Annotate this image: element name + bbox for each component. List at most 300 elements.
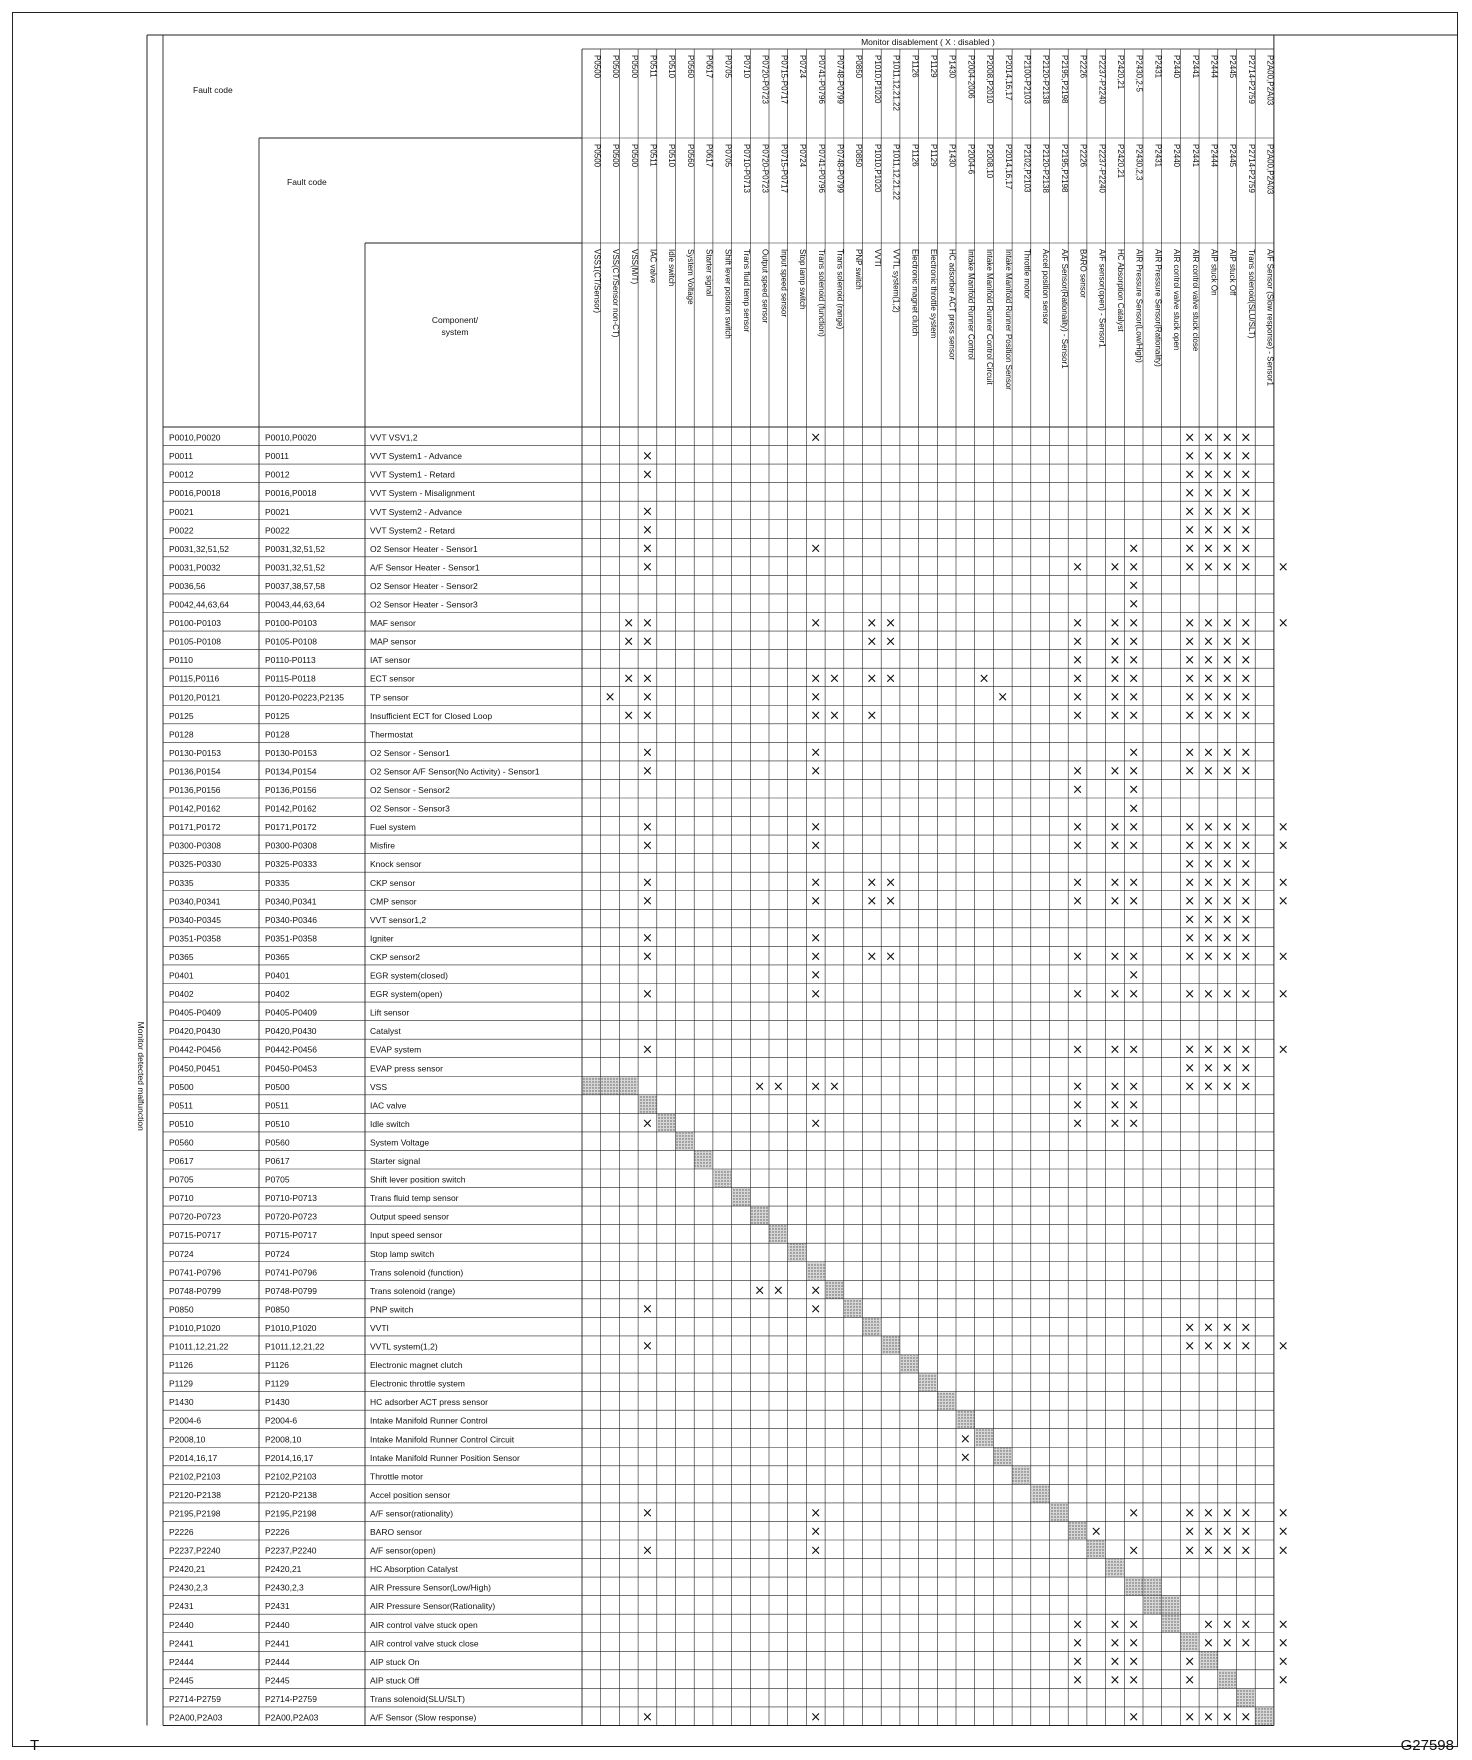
- disabled-mark: ×: [1109, 875, 1121, 891]
- column-component-name: A/F sensor(open) - Sensor1: [1097, 249, 1107, 348]
- disabled-mark: ×: [810, 689, 822, 705]
- disabled-mark: ×: [1184, 838, 1196, 854]
- row-inner-code: P0748-P0799: [265, 1285, 317, 1296]
- row-component-name: System Voltage: [370, 1137, 430, 1148]
- disabled-mark: ×: [866, 671, 878, 687]
- row-outer-code: P2195,P2198: [169, 1508, 221, 1519]
- disabled-mark: ×: [1184, 1042, 1196, 1058]
- disabled-mark: ×: [1277, 1673, 1289, 1689]
- disabled-mark: ×: [1072, 652, 1084, 668]
- row-inner-code: P0037,38,57,58: [265, 580, 326, 591]
- column-component-name: BARO sensor: [1078, 249, 1088, 298]
- disabled-mark: ×: [1109, 1617, 1121, 1633]
- row-outer-code: P2120-P2138: [169, 1489, 221, 1500]
- column-component-name: AIR control valve stuck open: [1172, 249, 1182, 351]
- disabled-mark: ×: [1128, 689, 1140, 705]
- disabled-mark: ×: [1240, 1506, 1252, 1522]
- column-inner-code: P2441: [1190, 144, 1200, 168]
- disabled-mark: ×: [1109, 1654, 1121, 1670]
- disabled-mark: ×: [810, 968, 822, 984]
- shaded-cell: [1200, 1652, 1218, 1670]
- row-component-name: O2 Sensor - Sensor3: [370, 803, 450, 814]
- disabled-mark: ×: [810, 708, 822, 724]
- column-component-name: Starter signal: [704, 249, 714, 297]
- column-outer-code: P1126: [910, 55, 920, 78]
- row-component-name: AIR Pressure Sensor(Rationality): [370, 1601, 496, 1612]
- disabled-mark: ×: [810, 1543, 822, 1559]
- disabled-mark: ×: [1184, 1079, 1196, 1095]
- disabled-mark: ×: [1109, 1079, 1121, 1095]
- shaded-cell: [826, 1281, 844, 1299]
- disabled-mark: ×: [623, 708, 635, 724]
- disabled-mark: ×: [641, 1116, 653, 1132]
- shaded-cell: [1125, 1578, 1143, 1596]
- disabled-mark: ×: [1240, 634, 1252, 650]
- disabled-mark: ×: [810, 671, 822, 687]
- column-inner-code: P2237-P2240: [1097, 144, 1107, 193]
- column-inner-code: P1011,12,21,22: [891, 144, 901, 200]
- row-component-name: VVT System1 - Advance: [370, 451, 462, 462]
- disabled-mark: ×: [866, 615, 878, 631]
- disabled-mark: ×: [1128, 801, 1140, 817]
- row-inner-code: P0016,P0018: [265, 488, 317, 499]
- row-inner-code: P0171,P0172: [265, 822, 317, 833]
- column-inner-code: P2431: [1153, 144, 1163, 168]
- column-component-name: AIP stuck Off: [1228, 249, 1238, 296]
- row-component-name: Intake Manifold Runner Control: [370, 1415, 488, 1426]
- row-outer-code: P0340-P0345: [169, 914, 221, 925]
- shaded-cell: [994, 1448, 1012, 1466]
- row-component-name: VVTL system(1,2): [370, 1341, 438, 1352]
- row-inner-code: P0402: [265, 989, 290, 1000]
- row-component-name: O2 Sensor - Sensor2: [370, 785, 450, 795]
- column-component-name: Idle switch: [667, 249, 677, 287]
- disabled-mark: ×: [1184, 894, 1196, 910]
- disabled-mark: ×: [754, 1079, 766, 1095]
- row-component-name: A/F sensor(rationality): [370, 1508, 454, 1519]
- column-outer-code: P0560: [685, 55, 695, 79]
- row-inner-code: P0142,P0162: [265, 803, 317, 814]
- row-component-name: CKP sensor2: [370, 951, 420, 962]
- disabled-mark: ×: [1128, 541, 1140, 557]
- disabled-mark: ×: [1240, 615, 1252, 631]
- column-inner-code: P0510: [667, 144, 677, 168]
- disabled-mark: ×: [1221, 931, 1233, 947]
- disabled-mark: ×: [1072, 986, 1084, 1002]
- disabled-mark: ×: [1277, 875, 1289, 891]
- row-outer-code: P2014,16,17: [169, 1452, 218, 1463]
- row-inner-code: P0115-P0118: [265, 673, 316, 684]
- shaded-cell: [583, 1077, 601, 1095]
- disabled-mark: ×: [1202, 1320, 1214, 1336]
- disabled-mark: ×: [1072, 782, 1084, 798]
- disabled-mark: ×: [1277, 1543, 1289, 1559]
- disabled-mark: ×: [1202, 819, 1214, 835]
- disabled-mark: ×: [1221, 1506, 1233, 1522]
- disabled-mark: ×: [1202, 931, 1214, 947]
- column-outer-code: P0710: [741, 55, 751, 79]
- row-component-name: AIP stuck Off: [370, 1675, 420, 1686]
- row-outer-code: P0021: [169, 506, 194, 517]
- disabled-mark: ×: [810, 1710, 822, 1726]
- disabled-mark: ×: [1184, 671, 1196, 687]
- disabled-mark: ×: [1072, 894, 1084, 910]
- disabled-mark: ×: [1128, 1636, 1140, 1652]
- row-inner-code: P0560: [265, 1137, 290, 1148]
- shaded-cell: [601, 1077, 619, 1095]
- column-outer-code: P1129: [928, 55, 938, 78]
- shaded-cell: [807, 1262, 825, 1280]
- disabled-mark: ×: [1221, 949, 1233, 965]
- page-frame: [12, 12, 1458, 1747]
- column-inner-code: P2440: [1172, 144, 1182, 168]
- disabled-mark: ×: [641, 931, 653, 947]
- disabled-mark: ×: [1128, 764, 1140, 780]
- shaded-cell: [1031, 1485, 1049, 1503]
- row-outer-code: P0710: [169, 1193, 194, 1204]
- row-outer-code: P2441: [169, 1638, 194, 1649]
- disabled-mark: ×: [1184, 485, 1196, 501]
- disabled-mark: ×: [1184, 652, 1196, 668]
- shaded-cell: [657, 1114, 675, 1132]
- row-component-name: IAC valve: [370, 1100, 407, 1111]
- row-outer-code: P0042,44,63,64: [169, 599, 230, 610]
- row-component-name: Thermostat: [370, 729, 413, 740]
- disabled-mark: ×: [810, 875, 822, 891]
- disabled-mark: ×: [1184, 689, 1196, 705]
- disabled-mark: ×: [810, 1506, 822, 1522]
- row-outer-code: P0335: [169, 877, 194, 888]
- disabled-mark: ×: [1184, 1060, 1196, 1076]
- disabled-mark: ×: [1221, 1079, 1233, 1095]
- disabled-mark: ×: [1221, 541, 1233, 557]
- row-inner-code: P1011,12,21,22: [265, 1341, 325, 1352]
- row-inner-code: P0340,P0341: [265, 896, 317, 907]
- disabled-mark: ×: [1221, 504, 1233, 520]
- disabled-mark: ×: [1221, 745, 1233, 761]
- shaded-cell: [639, 1095, 657, 1113]
- column-inner-code: P0850: [854, 144, 864, 168]
- disabled-mark: ×: [1277, 1042, 1289, 1058]
- row-component-name: VVT System2 - Advance: [370, 506, 462, 517]
- column-component-name: Accel position sensor: [1041, 249, 1051, 325]
- row-inner-code: P0715-P0717: [265, 1230, 317, 1241]
- monitor-disablement-matrix: [13, 13, 1457, 1746]
- disabled-mark: ×: [1202, 856, 1214, 872]
- disabled-mark: ×: [1221, 689, 1233, 705]
- disabled-mark: ×: [641, 949, 653, 965]
- disabled-mark: ×: [810, 838, 822, 854]
- row-outer-code: P0010,P0020: [169, 432, 221, 443]
- row-inner-code: P0125: [265, 710, 290, 721]
- row-outer-code: P0510: [169, 1118, 194, 1129]
- column-component-name: HC adsorber ACT press sensor: [947, 249, 957, 361]
- column-outer-code: P0510: [667, 55, 677, 79]
- disabled-mark: ×: [1277, 986, 1289, 1002]
- disabled-mark: ×: [1184, 986, 1196, 1002]
- column-inner-code: P2004-6: [966, 144, 976, 175]
- row-outer-code: P0705: [169, 1174, 194, 1185]
- disabled-mark: ×: [1240, 1042, 1252, 1058]
- row-component-name: Stop lamp switch: [370, 1248, 435, 1259]
- row-outer-code: P0016,P0018: [169, 488, 221, 499]
- column-outer-code: P0500: [592, 55, 602, 79]
- disabled-mark: ×: [1202, 1042, 1214, 1058]
- disabled-mark: ×: [1240, 875, 1252, 891]
- row-component-name: Intake Manifold Runner Position Sensor: [370, 1452, 520, 1463]
- side-label: Monitor detected malfunction: [136, 1021, 146, 1131]
- shaded-cell: [1162, 1615, 1180, 1633]
- disabled-mark: ×: [959, 1431, 971, 1447]
- disabled-mark: ×: [623, 615, 635, 631]
- row-outer-code: P0125: [169, 710, 194, 721]
- row-inner-code: P2444: [265, 1656, 290, 1667]
- row-outer-code: P0130-P0153: [169, 747, 221, 758]
- disabled-mark: ×: [1221, 560, 1233, 576]
- disabled-mark: ×: [1240, 504, 1252, 520]
- disabled-mark: ×: [1184, 856, 1196, 872]
- row-inner-code: P0724: [265, 1248, 290, 1259]
- row-outer-code: P2444: [169, 1656, 194, 1667]
- column-component-name: Trans solenoid(SLU/SLT): [1246, 249, 1256, 339]
- row-component-name: A/F Sensor (Slow response): [370, 1712, 477, 1723]
- row-component-name: TP sensor: [370, 692, 409, 703]
- row-outer-code: P0011: [169, 451, 193, 462]
- row-component-name: Starter signal: [370, 1156, 421, 1166]
- row-inner-code: P0325-P0333: [265, 859, 317, 870]
- disabled-mark: ×: [1221, 485, 1233, 501]
- disabled-mark: ×: [1109, 708, 1121, 724]
- row-inner-code: P0011: [265, 451, 289, 462]
- disabled-mark: ×: [885, 634, 897, 650]
- disabled-mark: ×: [866, 875, 878, 891]
- row-outer-code: P2714-P2759: [169, 1693, 221, 1704]
- disabled-mark: ×: [1240, 1524, 1252, 1540]
- column-inner-code: P2008,10: [985, 144, 995, 179]
- row-component-name: MAP sensor: [370, 636, 417, 647]
- disabled-mark: ×: [1128, 634, 1140, 650]
- disabled-mark: ×: [1240, 1710, 1252, 1726]
- row-outer-code: P0115,P0116: [169, 673, 220, 684]
- column-component-name: IAC valve: [648, 249, 658, 284]
- column-component-name: VVTL system(1,2): [891, 249, 901, 313]
- disabled-mark: ×: [1128, 1098, 1140, 1114]
- disabled-mark: ×: [1240, 430, 1252, 446]
- disabled-mark: ×: [1202, 894, 1214, 910]
- disabled-mark: ×: [641, 615, 653, 631]
- column-inner-code: P0560: [685, 144, 695, 168]
- disabled-mark: ×: [1277, 1506, 1289, 1522]
- column-component-name: A/F Sensor (Slow response) - Sensor1: [1265, 249, 1275, 386]
- disabled-mark: ×: [1128, 875, 1140, 891]
- disabled-mark: ×: [1072, 819, 1084, 835]
- row-outer-code: P0617: [169, 1156, 194, 1166]
- column-component-name: Intake Manifold Runner Position Sensor: [1003, 249, 1013, 390]
- disabled-mark: ×: [1240, 448, 1252, 464]
- row-outer-code: P1129: [169, 1378, 193, 1389]
- row-component-name: HC Absorption Catalyst: [370, 1564, 458, 1575]
- disabled-mark: ×: [1128, 1654, 1140, 1670]
- column-inner-code: P0511: [648, 144, 658, 167]
- row-component-name: AIP stuck On: [370, 1656, 420, 1667]
- disabled-mark: ×: [810, 819, 822, 835]
- disabled-mark: ×: [1128, 578, 1140, 594]
- disabled-mark: ×: [641, 560, 653, 576]
- row-outer-code: P0120,P0121: [169, 692, 221, 703]
- disabled-mark: ×: [1240, 708, 1252, 724]
- disabled-mark: ×: [810, 1524, 822, 1540]
- disabled-mark: ×: [959, 1450, 971, 1466]
- row-component-name: MAF sensor: [370, 618, 416, 629]
- disabled-mark: ×: [1109, 560, 1121, 576]
- disabled-mark: ×: [1221, 634, 1233, 650]
- shaded-cell: [676, 1132, 694, 1150]
- disabled-mark: ×: [641, 1339, 653, 1355]
- shaded-cell: [882, 1336, 900, 1354]
- disabled-mark: ×: [1072, 560, 1084, 576]
- column-outer-code: P0720-P0723: [760, 55, 770, 104]
- disabled-mark: ×: [1202, 652, 1214, 668]
- disabled-mark: ×: [1128, 968, 1140, 984]
- disabled-mark: ×: [1072, 689, 1084, 705]
- column-inner-code: P0720-P0723: [760, 144, 770, 193]
- disabled-mark: ×: [1184, 1710, 1196, 1726]
- row-inner-code: P2195,P2198: [265, 1508, 317, 1519]
- disabled-mark: ×: [1072, 949, 1084, 965]
- row-component-name: Lift sensor: [370, 1007, 410, 1018]
- row-component-name: Input speed sensor: [370, 1230, 443, 1241]
- shaded-cell: [863, 1318, 881, 1336]
- disabled-mark: ×: [754, 1283, 766, 1299]
- disabled-mark: ×: [1128, 819, 1140, 835]
- row-outer-code: P0100-P0103: [169, 618, 221, 629]
- disabled-mark: ×: [1221, 1543, 1233, 1559]
- disabled-mark: ×: [866, 894, 878, 910]
- row-inner-code: P0136,P0156: [265, 785, 317, 795]
- row-outer-code: P2445: [169, 1675, 194, 1686]
- disabled-mark: ×: [1184, 708, 1196, 724]
- disabled-mark: ×: [810, 949, 822, 965]
- row-outer-code: P0031,32,51,52: [169, 543, 230, 554]
- disabled-mark: ×: [885, 949, 897, 965]
- disabled-mark: ×: [810, 986, 822, 1002]
- disabled-mark: ×: [1184, 931, 1196, 947]
- disabled-mark: ×: [1221, 448, 1233, 464]
- column-inner-code: P2444: [1209, 144, 1219, 168]
- column-outer-code: P2004-2006: [966, 55, 976, 99]
- disabled-mark: ×: [810, 1302, 822, 1318]
- row-component-name: Output speed sensor: [370, 1211, 449, 1222]
- disabled-mark: ×: [1202, 1339, 1214, 1355]
- row-inner-code: P1126: [265, 1360, 289, 1371]
- row-component-name: Trans solenoid (function): [370, 1267, 464, 1278]
- disabled-mark: ×: [1202, 689, 1214, 705]
- column-inner-code: P2714-P2759: [1246, 144, 1256, 193]
- column-outer-code: P0511: [648, 55, 658, 78]
- row-outer-code: P2004-6: [169, 1415, 202, 1426]
- shaded-cell: [1013, 1466, 1031, 1484]
- row-outer-code: P2226: [169, 1527, 194, 1537]
- disabled-mark: ×: [1202, 708, 1214, 724]
- row-component-name: VVT VSV1,2: [370, 432, 418, 443]
- disabled-mark: ×: [810, 764, 822, 780]
- column-component-name: VSS(M/T): [629, 249, 639, 285]
- column-inner-code: P0715-P0717: [779, 144, 789, 193]
- disabled-mark: ×: [1221, 467, 1233, 483]
- row-inner-code: P0031,32,51,52: [265, 562, 326, 573]
- column-component-name: Trans fluid temp sensor: [741, 249, 751, 333]
- disabled-mark: ×: [1202, 949, 1214, 965]
- disabled-mark: ×: [1202, 504, 1214, 520]
- disabled-mark: ×: [604, 689, 616, 705]
- row-component-name: Electronic magnet clutch: [370, 1360, 463, 1371]
- row-component-name: VVT System - Misalignment: [370, 488, 475, 499]
- disabled-mark: ×: [1072, 708, 1084, 724]
- column-outer-code: P2120-P2138: [1041, 55, 1051, 104]
- disabled-mark: ×: [1202, 1060, 1214, 1076]
- shaded-cell: [1069, 1522, 1087, 1540]
- row-outer-code: P0402: [169, 989, 194, 1000]
- disabled-mark: ×: [1202, 541, 1214, 557]
- disabled-mark: ×: [1202, 485, 1214, 501]
- disabled-mark: ×: [1277, 615, 1289, 631]
- row-component-name: Trans fluid temp sensor: [370, 1193, 459, 1204]
- row-inner-code: P2004-6: [265, 1415, 298, 1426]
- row-inner-code: P2008,10: [265, 1434, 302, 1445]
- column-outer-code: P0500: [629, 55, 639, 79]
- disabled-mark: ×: [1277, 560, 1289, 576]
- column-outer-code: P0850: [854, 55, 864, 79]
- row-outer-code: P0748-P0799: [169, 1285, 221, 1296]
- column-component-name: VSS(CT/Sensor non-CT): [611, 249, 621, 338]
- disabled-mark: ×: [1240, 1339, 1252, 1355]
- row-inner-code: P0031,32,51,52: [265, 543, 326, 554]
- column-outer-code: P0500: [611, 55, 621, 79]
- column-outer-code: P2444: [1209, 55, 1219, 79]
- column-inner-code: P1126: [910, 144, 920, 167]
- row-component-name: BARO sensor: [370, 1527, 422, 1537]
- shaded-cell: [770, 1225, 788, 1243]
- row-outer-code: P0351-P0358: [169, 933, 221, 944]
- disabled-mark: ×: [997, 689, 1009, 705]
- row-outer-code: P2431: [169, 1601, 194, 1612]
- disabled-mark: ×: [641, 1042, 653, 1058]
- disabled-mark: ×: [641, 819, 653, 835]
- disabled-mark: ×: [1184, 560, 1196, 576]
- disabled-mark: ×: [772, 1283, 784, 1299]
- row-component-name: VVT sensor1,2: [370, 914, 427, 925]
- disabled-mark: ×: [810, 430, 822, 446]
- disabled-mark: ×: [1128, 782, 1140, 798]
- fault-code-header-outer: Fault code: [193, 85, 233, 95]
- column-outer-code: P2714-P2759: [1246, 55, 1256, 104]
- disabled-mark: ×: [1128, 597, 1140, 613]
- row-component-name: ECT sensor: [370, 673, 415, 684]
- disabled-mark: ×: [1202, 875, 1214, 891]
- disabled-mark: ×: [810, 931, 822, 947]
- column-inner-code: P2102,P2103: [1022, 144, 1032, 193]
- row-component-name: O2 Sensor Heater - Sensor1: [370, 543, 478, 554]
- disabled-mark: ×: [1221, 1710, 1233, 1726]
- disabled-mark: ×: [1202, 430, 1214, 446]
- disabled-mark: ×: [1184, 875, 1196, 891]
- disabled-mark: ×: [641, 689, 653, 705]
- disabled-mark: ×: [1128, 615, 1140, 631]
- disabled-mark: ×: [1128, 986, 1140, 1002]
- column-outer-code: P0724: [798, 55, 808, 79]
- shaded-cell: [751, 1207, 769, 1225]
- disabled-mark: ×: [1184, 745, 1196, 761]
